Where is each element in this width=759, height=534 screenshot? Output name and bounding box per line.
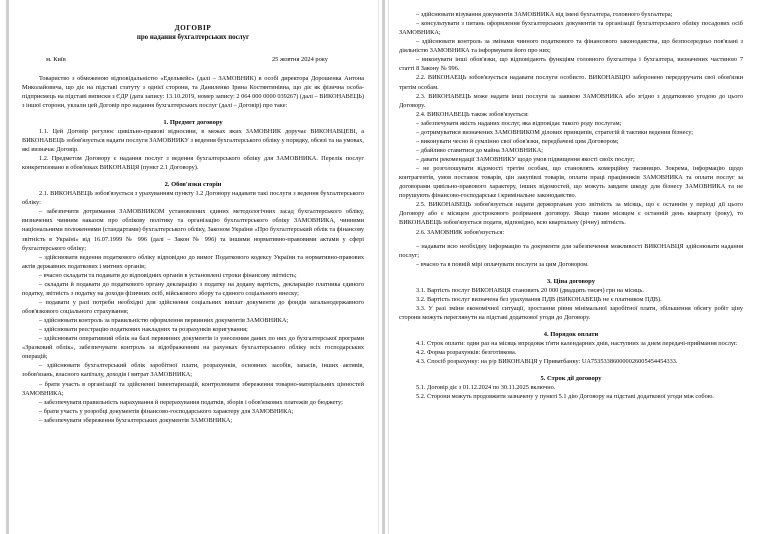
list-item: – здійснювати оперативний облік на базі первинних документів із унесенням даних по них до бухгалтерської програми «Зразковий облік», забезпечувати контроль за відображенням на рахунках бухгалтерського обліку всіх господарських операцій; <box>22 334 364 361</box>
list-item: – не розголошувати відомості третім особам, що становлять комерційну таємницю. Зокрема, інформацію щодо контрагентів, умов поставок товарів, цін закупівлі товарів, оплати праці працівників ЗАМОВНИКА та оплати послуг за договорами цивільно-правового характеру, інших відомостей, що можуть завдати шкоду для бізнесу ЗАМОВНИКА та не порушують фінансово-господарське і кримінальне законодавство. <box>399 164 743 200</box>
list-item: – здійснювати контроль за правильністю оформлення первинних документів ЗАМОВНИКА; <box>22 316 364 325</box>
clause-2-5: 2.5. ВИКОНАВЕЦЬ зобов'язується надати держорганам усю звітність за місяць, що є останнім у періоді дії цього Договору або є місяцем дострокового розірвання договору. Якщо таким місяцем є останній день кварталу (року), то ВИКОНАВЕЦЬ зобов'язується подати, відповідно, всю квартальну (річну) звітність. <box>399 201 743 227</box>
clause-1-2: 1.2. Предметом Договору є надання послуг з ведення бухгалтерського обліку для ЗАМОВНИКА. Перелік послуг конкретизовано в обов'язках ВИКОНАВЦЯ (пункт 2.1 Договору). <box>22 155 364 172</box>
section-heading-1: 1. Предмет договору <box>163 118 223 126</box>
section-heading-3: 3. Ціна договору <box>547 277 595 285</box>
list-item: – здійснювати візування документів ЗАМОВНИКА від імені бухгалтера, головного бухгалтера; <box>399 10 743 19</box>
list-item: – вчасно складати та подавати до відповідних органів в установлені строки фінансову звітність; <box>22 271 364 280</box>
list-item: – давати рекомендації ЗАМОВНИКУ щодо умов підвищення якості своїх послуг; <box>399 155 743 164</box>
list-item: – забезпечувати правильність нарахування й перерахування податків, зборів і обов'язкових платежів до бюджету; <box>22 398 364 407</box>
date-of-signing: 25 жовтня 2024 року <box>271 55 328 63</box>
clause-2-2: 2.2. ВИКОНАЕЦЬ зобов'язується надавати послуги особисто. ВИКОНАВЦЮ заборонено передоручати свої обов'язки третім особам. <box>399 74 743 91</box>
list-item: – дбайливо ставитися до майна ЗАМОВНИКА; <box>399 146 743 155</box>
list-item: – подавати у разі потреби необхідні для здійснення соціальних виплат документи до фондів загальнодержавного обов'язкового соціального страхування; <box>22 298 364 316</box>
section-heading-5: 5. Строк дії договору <box>540 375 602 383</box>
list-item: – виконувати інші обов'язки, що відповідають функціям головного бухгалтера і бухгалтера, визначених частиною 7 статті 8 Закону № 996. <box>399 55 743 73</box>
list-item: – виконувати чесно й сумлінно свої обов'язки, передбачені цим Договором; <box>399 137 743 146</box>
clause-5-2: 5.2. Сторони можуть продовжити зазначену у пункті 5.1 дію Договору на підставі додаткової угоди між собою. <box>416 393 714 401</box>
clause-2-3: 2.3. ВИКОНАВЕЦЬ може надати інші послуги за заявкою ЗАМОВНИКА або згідно з додатковою угодою до цього Договору. <box>399 92 743 109</box>
list-item: – здійснювати бухгалтерський облік заробітної плати, розрахунків, основних засобів, запасів, інших активів, зобов'язань, власного капіталу, доходів і витрат ЗАМОВНИКА; <box>22 361 364 379</box>
list-item: – консультувати з питань оформлення бухгалтерських документів та організації бухгалтерського обліку посадових осіб ЗАМОВНИКА; <box>399 19 743 37</box>
clause-4-2: 4.2. Форма розрахунків: безготівкова. <box>416 349 517 357</box>
list-item: – здійснювати реєстрацію податкових накладних та розрахунків коригування; <box>22 325 364 334</box>
clause-3-1: 3.1. Вартість послуг ВИКОНАВЦЯ становить 20 000 (двадцять тисяч) грн на місяць. <box>416 286 644 294</box>
page-left <box>0 0 379 534</box>
list-item: – здійснювати ведення податкового обліку відповідно до вимог Податкового кодексу України та нормативно-правових актів державних податкових і митних органів; <box>22 253 364 271</box>
place-of-signing: м. Київ <box>46 55 66 63</box>
page-right <box>379 0 759 534</box>
document-subtitle: про надання бухгалтерських послуг <box>136 34 250 41</box>
clause-2-4: 2.4. ВИКОНАВЕЦЬ також зобов'язується: <box>416 110 529 118</box>
clause-5-1: 5.1. Договір діє з 01.12.2024 по 30.11.2025 включно. <box>416 384 556 392</box>
clause-3-3: 3.3. У разі зміни економічної ситуації, зростання рівня мінімальної заробітної плати, збільшення обсягу робіт ціну сторони можуть переглянути на підставі додаткової угоди до Договору. <box>399 304 743 321</box>
clause-3-2: 3.2. Вартість послуг визначена без урахування ПДВ (ВИКОНАВЕЦЬ не є платником ПДВ). <box>416 295 662 303</box>
list-item: – надавати всю необхідну інформацію та документи для забезпечення можливості ВИКОНАВЦЯ здійснювати надання послуг; <box>399 242 743 260</box>
list-item: – складати й подавати до податкового органу декларацію з податку на додану вартість, декларацію платника єдиного податку, звітність з податку на доходи фізичних осіб, військового збору та єдиного соціального внеску; <box>22 280 364 298</box>
place-date-line <box>22 56 364 63</box>
clause-1-1: 1.1. Цей Договір регулює цивільно-правові відносини, в межах яких ЗАМОВНИК доручає ВИКОНАВЦЕВІ, а ВИКОНАВЕЦЬ зобов'язується надати послуги ЗАМОВНИКУ з ведення бухгалтерського обліку у порядку, обсязі та на умовах, які визначає Договір. <box>22 127 364 153</box>
list-item: – брати участь в організації та здійсненні інвентаризацій, контролювати збереження товарно-матеріальних цінностей ЗАМОВНИКА; <box>22 380 364 398</box>
clause-2-6: 2.6. ЗАМОВНИК зобов'язується: <box>416 228 505 236</box>
list-item: – брати участь у розробці документів фінансово-господарського характеру для ЗАМОВНИКА; <box>22 407 364 416</box>
list-item: – здійснювати контроль за змінами чинного податкового та фінансового законодавства, що безпосередньо пов'язані з діяльністю ЗАМОВНИКА та інформувати його про них; <box>399 37 743 55</box>
clause-4-1: 4.1. Строк оплати: один раз на місяць впродовж п'яти календарних днів, наступних за днем передачі-приймання послуг. <box>416 340 738 347</box>
section-heading-2: 2. Обов'язки сторін <box>164 181 222 189</box>
clause-4-3: 4.3. Спосіб розрахунку: на р/р ВИКОНАВЦЯ у Приватбанку: UA753533860000026005454454333. <box>416 358 678 366</box>
section-heading-4: 4. Порядок оплати <box>543 331 599 338</box>
list-item: – дотримуватися визначених ЗАМОВНИКОМ ділових принципів, стратегій й тактики ведення бізнесу; <box>399 128 743 137</box>
preamble-paragraph: Товариство з обмеженою відповідальністю «Едельвейс» (далі – ЗАМОВНИК) в особі директора Дорошенка Антона Миколайовича, що діє на підставі статуту з однієї сторони, та Даниленко Ірина Костянтинівна, що діє як фізична особа-підприємець на підставі виписки з ЄДР (дата запису: 13.10.2019, номер запису: 2 064 000 0000 039267) (далі – ВИКОНАВЕЦЬ) з іншої сторони, уклали цей Договір про надання бухгалтерських послуг (далі – Договір) про таке: <box>22 74 364 109</box>
list-item: – вчасно та в повній мірі оплачувати послуги за цим Договором. <box>399 260 743 269</box>
list-item: – забезпечити дотримання ЗАМОВНИКОМ установлених єдиних методологічних засад бухгалтерського обліку, визначених чинним наказом про облікову політику та організацію бухгалтерського обліку ЗАМОВНИКА, чинними національними положеннями (стандартами) бухгалтерського обліку, Законом України «Про бухгалтерський облік та фінансову звітність в Україні» від 16.07.1999 № 996 (далі – Закон № 996) та іншими нормативно-правовими актами у сфері бухгалтерського обліку; <box>22 207 364 252</box>
clause-2-1: 2.1. ВИКОНАВЕЦЬ зобов'язується з урахуванням пункту 1.2 Договору надавати такі послуги з ведення бухгалтерського обліку: <box>22 190 364 207</box>
list-item: – забезпечувати якість наданих послуг, яка відповідає такого роду послугам; <box>399 119 743 128</box>
document-title: ДОГОВІР <box>174 24 212 32</box>
list-item: – забезпечувати збереження бухгалтерських документів ЗАМОВНИКА; <box>22 416 364 425</box>
